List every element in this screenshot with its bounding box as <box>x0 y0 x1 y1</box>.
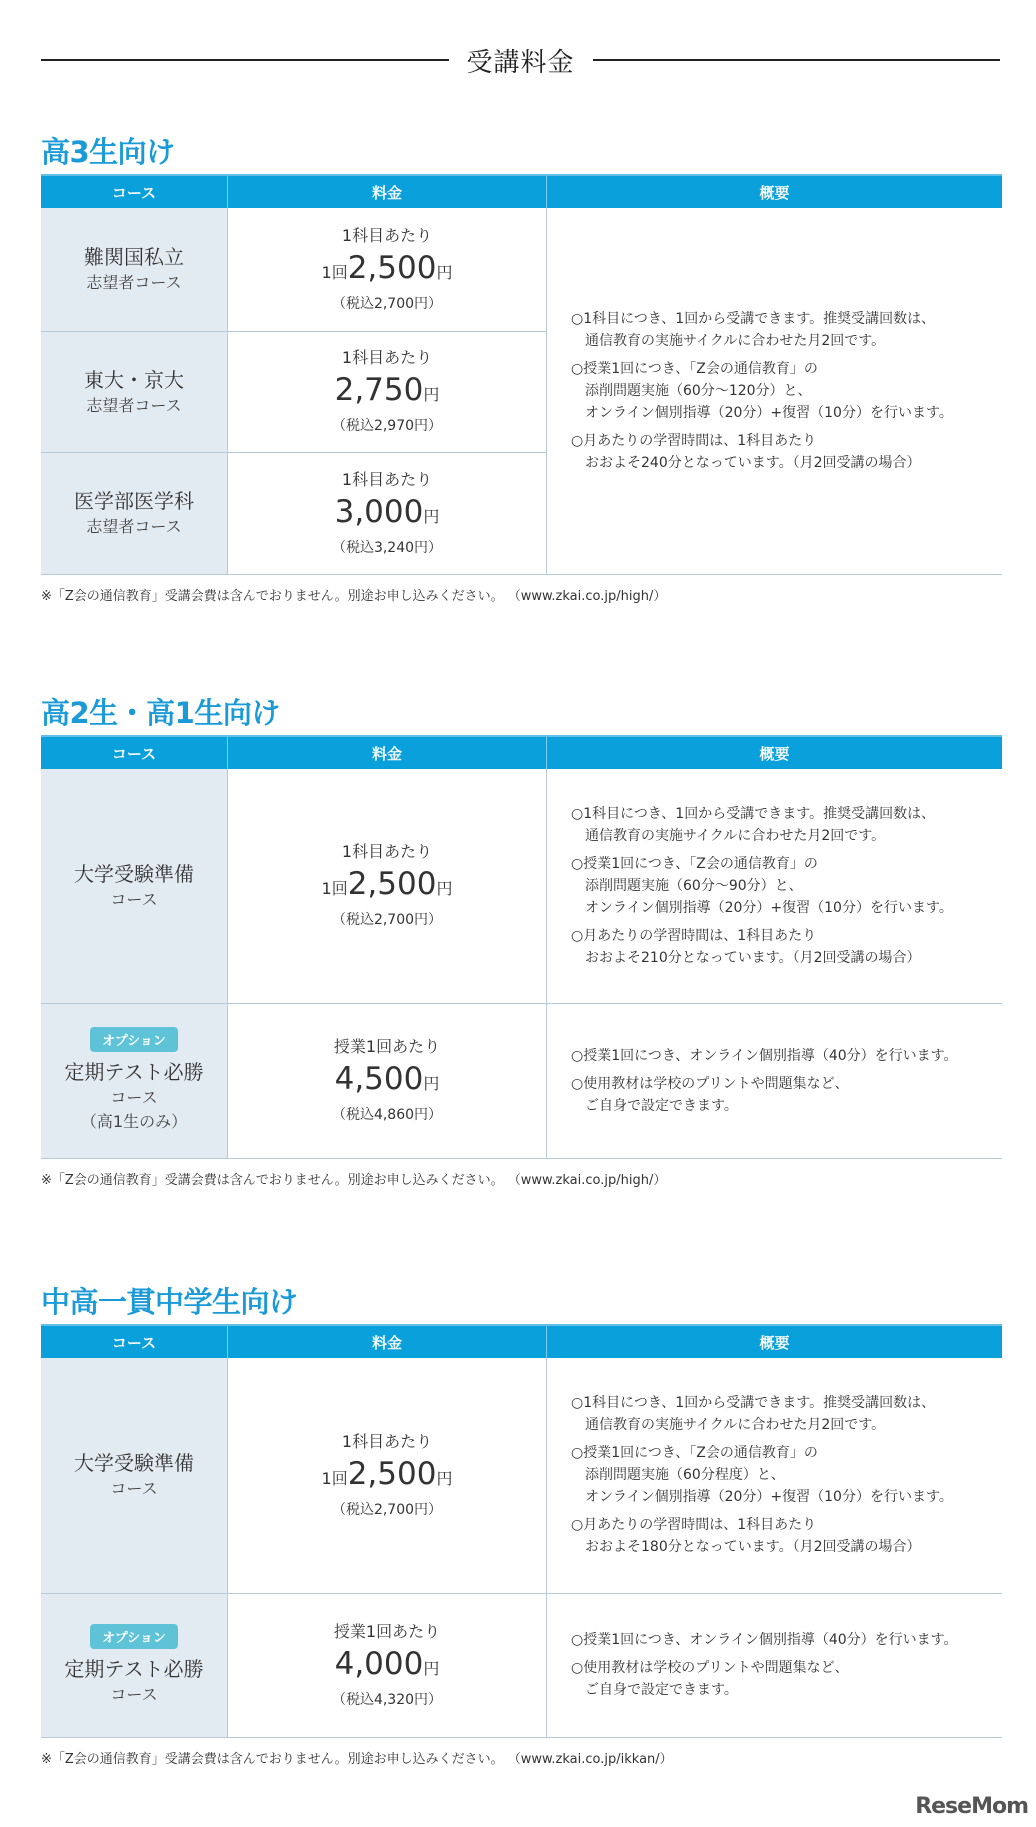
resemom-logo: ReseMom <box>915 1794 1028 1819</box>
price-tax-included: （税込4,860円） <box>331 1107 443 1123</box>
footnote: ※「Z会の通信教育」受講会費は含んでおりません。別途お申し込みください。 （www.zkai.co.jp/high/） <box>41 1172 667 1188</box>
summary-line: ご自身で設定できます。 <box>585 1682 738 1698</box>
price-number: 2,750 <box>334 372 424 408</box>
summary-line: ご自身で設定できます。 <box>585 1097 738 1114</box>
price-cell <box>228 1593 547 1737</box>
price-currency: 円 <box>423 1658 440 1678</box>
page-title: 受講料金 <box>466 47 575 78</box>
header-price: 料金 <box>228 736 547 769</box>
summary-item <box>571 1045 1002 1067</box>
price-unit: 授業1回あたり <box>333 1037 441 1056</box>
course-subtitle: コース <box>110 1684 158 1704</box>
summary-line: ○1科目につき、1回から受講できます。推奨受講回数は、 <box>571 310 936 327</box>
summary-line: ○授業1回につき、「Z会の通信教育」の <box>571 855 818 872</box>
course-name: 医学部医学科 <box>74 489 194 513</box>
summary-item <box>571 1073 1002 1117</box>
summary-line: オンライン個別指導（20分）+復習（10分）を行います。 <box>585 899 953 916</box>
price-number: 2,500 <box>347 1455 437 1492</box>
summary-cell <box>547 208 1003 574</box>
price-cell <box>228 208 547 331</box>
pricing-table <box>41 1324 1002 1738</box>
price-tax-included: （税込3,240円） <box>331 539 443 556</box>
price-amount <box>228 1059 546 1104</box>
summary-line: 添削問題実施（60分〜120分）と、 <box>585 382 812 399</box>
summary-item <box>571 853 1002 919</box>
price-tax-included: （税込2,700円） <box>331 295 443 312</box>
course-name: 難関国私立 <box>84 245 184 270</box>
option-badge: オプション <box>90 1027 178 1052</box>
header-summary: 概要 <box>547 175 1003 208</box>
price-cell <box>228 769 547 1003</box>
table-row <box>41 769 1002 1003</box>
price-currency: 円 <box>423 1074 440 1093</box>
price-cell <box>228 452 547 574</box>
price-unit: 1科目あたり <box>341 469 433 489</box>
summary-line: オンライン個別指導（20分）+復習（10分）を行います。 <box>585 404 953 421</box>
header-price: 料金 <box>228 175 547 208</box>
summary-item <box>571 1629 1002 1651</box>
price-number: 2,500 <box>347 866 437 903</box>
price-prefix: 1回 <box>321 879 348 899</box>
course-subtitle: （高1生のみ） <box>80 1112 188 1131</box>
summary-cell <box>547 1358 1003 1593</box>
page-title-row <box>41 40 1000 80</box>
course-cell <box>41 1358 228 1593</box>
summary-line: ○使用教材は学校のプリントや問題集など、 <box>571 1075 849 1092</box>
course-name: 定期テスト必勝 <box>64 1656 204 1681</box>
pricing-table <box>41 735 1002 1159</box>
price-currency: 円 <box>423 385 440 404</box>
course-name: 大学受験準備 <box>74 861 194 886</box>
summary-line: ○授業1回につき、オンライン個別指導（40分）を行います。 <box>571 1632 958 1648</box>
summary-line: ○授業1回につき、オンライン個別指導（40分）を行います。 <box>571 1047 958 1064</box>
price-prefix: 1回 <box>321 262 348 282</box>
summary-line: ○月あたりの学習時間は、1科目あたり <box>571 432 817 449</box>
summary-line: 通信教育の実施サイクルに合わせた月2回です。 <box>585 1417 886 1434</box>
course-cell <box>41 769 228 1003</box>
price-unit: 1科目あたり <box>341 225 433 245</box>
price-unit: 1科目あたり <box>341 1431 433 1451</box>
price-unit: 1科目あたり <box>341 348 433 367</box>
price-amount <box>228 1644 546 1689</box>
summary-item <box>571 430 1002 474</box>
summary-line: ○1科目につき、1回から受講できます。推奨受講回数は、 <box>571 805 936 822</box>
price-amount <box>228 370 546 415</box>
price-cell <box>228 1358 547 1593</box>
price-prefix: 1回 <box>321 1468 348 1488</box>
price-unit: 1科目あたり <box>341 842 433 862</box>
price-number: 4,000 <box>334 1645 424 1682</box>
table-header-row <box>41 175 1002 208</box>
summary-item <box>571 925 1002 969</box>
summary-line: 添削問題実施（60分〜90分）と、 <box>585 877 803 894</box>
summary-line: 通信教育の実施サイクルに合わせた月2回です。 <box>585 827 886 844</box>
price-currency: 円 <box>436 879 453 899</box>
summary-item <box>571 1442 1002 1508</box>
summary-item <box>571 1392 1002 1436</box>
summary-line: ○月あたりの学習時間は、1科目あたり <box>571 1517 817 1534</box>
summary-line: 添削問題実施（60分程度）と、 <box>585 1467 785 1484</box>
summary-line: おおよそ240分となっています。（月2回受講の場合） <box>585 454 921 471</box>
summary-line: おおよそ180分となっています。（月2回受講の場合） <box>585 1539 921 1556</box>
summary-item <box>571 1514 1002 1558</box>
footnote: ※「Z会の通信教育」受講会費は含んでおりません。別途お申し込みください。 （www.zkai.co.jp/ikkan/） <box>41 1751 673 1767</box>
pricing-section <box>41 130 1000 604</box>
divider <box>593 59 1001 61</box>
price-number: 3,000 <box>334 493 424 530</box>
price-unit: 授業1回あたり <box>333 1621 441 1641</box>
summary-item <box>571 803 1002 847</box>
course-cell <box>41 452 228 574</box>
price-cell <box>228 1003 547 1158</box>
summary-line: 通信教育の実施サイクルに合わせた月2回です。 <box>585 332 886 349</box>
price-number: 4,500 <box>334 1061 424 1097</box>
course-subtitle: 志望者コース <box>86 517 182 536</box>
table-row <box>41 1003 1002 1158</box>
section-heading: 中高一貫中学生向け <box>41 1285 298 1319</box>
summary-line: ○使用教材は学校のプリントや問題集など、 <box>571 1660 849 1676</box>
course-subtitle: 志望者コース <box>86 273 182 293</box>
course-subtitle: コース <box>110 1479 158 1499</box>
header-price: 料金 <box>228 1325 547 1358</box>
summary-line: ○授業1回につき、「Z会の通信教育」の <box>571 360 818 377</box>
divider <box>41 59 449 61</box>
price-amount <box>228 864 546 909</box>
summary-item <box>571 358 1002 424</box>
course-name: 東大・京大 <box>84 367 184 392</box>
table-header-row <box>41 736 1002 769</box>
summary-item <box>571 308 1002 352</box>
summary-line: ○月あたりの学習時間は、1科目あたり <box>571 927 817 944</box>
summary-line: ○授業1回につき、「Z会の通信教育」の <box>571 1445 818 1462</box>
footnote: ※「Z会の通信教育」受講会費は含んでおりません。別途お申し込みください。 （www.zkai.co.jp/high/） <box>41 588 667 604</box>
summary-cell <box>547 1003 1003 1158</box>
course-cell <box>41 1003 228 1158</box>
course-name: 大学受験準備 <box>74 1451 194 1476</box>
price-amount <box>228 492 546 537</box>
summary-cell <box>547 1593 1003 1737</box>
course-name: 定期テスト必勝 <box>64 1060 204 1084</box>
price-tax-included: （税込2,970円） <box>331 418 443 434</box>
table-row <box>41 1358 1002 1593</box>
header-course: コース <box>41 175 228 208</box>
pricing-section <box>41 691 1000 1188</box>
price-tax-included: （税込2,700円） <box>331 912 443 929</box>
summary-cell <box>547 769 1003 1003</box>
section-heading: 高2生・高1生向け <box>41 696 280 730</box>
header-course: コース <box>41 736 228 769</box>
price-tax-included: （税込2,700円） <box>331 1501 443 1518</box>
summary-line: ○1科目につき、1回から受講できます。推奨受講回数は、 <box>571 1395 936 1412</box>
table-header-row <box>41 1325 1002 1358</box>
price-cell <box>228 331 547 452</box>
price-amount <box>228 1454 546 1499</box>
price-currency: 円 <box>423 506 440 526</box>
table-row <box>41 208 1002 331</box>
price-currency: 円 <box>436 1468 453 1488</box>
course-cell <box>41 331 228 452</box>
section-heading: 高3生向け <box>41 135 175 169</box>
price-currency: 円 <box>436 262 453 282</box>
course-subtitle: 志望者コース <box>86 395 182 415</box>
course-subtitle: コース <box>110 1088 158 1107</box>
price-amount <box>228 248 546 293</box>
header-course: コース <box>41 1325 228 1358</box>
summary-line: オンライン個別指導（20分）+復習（10分）を行います。 <box>585 1489 953 1506</box>
summary-item <box>571 1657 1002 1701</box>
pricing-table <box>41 174 1002 575</box>
summary-line: おおよそ210分となっています。（月2回受講の場合） <box>585 949 921 966</box>
price-number: 2,500 <box>347 249 437 286</box>
option-badge: オプション <box>90 1624 178 1649</box>
pricing-section <box>41 1280 1000 1767</box>
header-summary: 概要 <box>547 736 1003 769</box>
course-cell <box>41 1593 228 1737</box>
price-tax-included: （税込4,320円） <box>331 1691 443 1708</box>
course-cell <box>41 208 228 331</box>
course-subtitle: コース <box>110 889 158 909</box>
table-row <box>41 1593 1002 1737</box>
header-summary: 概要 <box>547 1325 1003 1358</box>
